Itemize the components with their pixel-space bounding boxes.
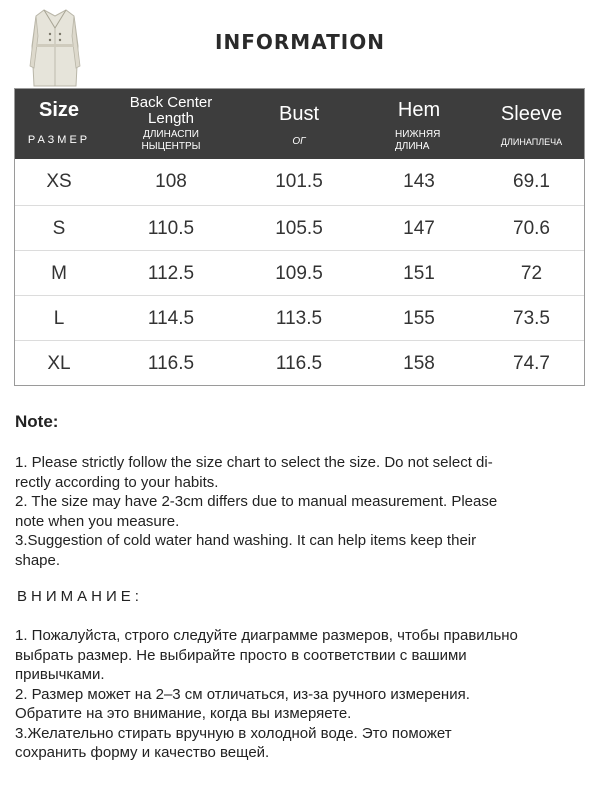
note-line: 3.Желательно стирать вручную в холодной воде. Это поможет	[15, 724, 452, 742]
table-cell: M	[51, 263, 67, 284]
note-line: 2. Размер может на 2–3 см отличаться, из-за ручного измерения.	[15, 685, 470, 703]
note-line: 1. Please strictly follow the size chart to select the size. Do not select di-	[15, 454, 493, 471]
table-cell: 70.6	[513, 218, 550, 239]
table-cell: S	[52, 218, 66, 239]
table-row	[15, 205, 584, 250]
column-header-hem: Hem НИЖНЯЯ ДЛИНА	[395, 99, 441, 152]
table-cell: 110.5	[147, 218, 195, 239]
note-line: 1. Пожалуйста, строго следуйте диаграмме размеров, чтобы правильно	[15, 627, 518, 644]
note-line: shape.	[15, 551, 61, 569]
note-line: выбрать размер. Не выбирайте просто в соответствии с вашими	[15, 646, 467, 664]
table-cell: 74.7	[513, 353, 550, 374]
table-cell: L	[53, 308, 65, 329]
note-russian	[15, 626, 575, 763]
size-chart-table	[14, 88, 585, 386]
table-cell: 113.5	[275, 308, 323, 329]
column-header-size: Size РАЗМЕР	[27, 99, 91, 146]
table-row	[15, 250, 584, 295]
table-cell: 147	[403, 218, 435, 239]
note-heading: Note:	[15, 412, 59, 431]
table-row	[15, 340, 584, 385]
table-row	[15, 295, 584, 340]
table-row	[15, 159, 584, 205]
table-cell: 155	[403, 308, 435, 329]
table-cell: 114.5	[147, 308, 195, 329]
note-line: rectly according to your habits.	[15, 473, 219, 491]
page-title: INFORMATION	[215, 30, 385, 54]
table-cell: 112.5	[147, 263, 195, 284]
table-cell: XS	[46, 171, 72, 192]
table-cell: 101.5	[275, 171, 323, 192]
table-cell: 143	[403, 171, 435, 192]
table-cell: 69.1	[513, 171, 550, 192]
table-cell: 72	[520, 263, 543, 284]
note-line: привычками.	[15, 666, 105, 683]
table-cell: 116.5	[275, 353, 323, 374]
column-header-sleeve: Sleeve ДЛИНАПЛЕЧА	[500, 103, 563, 147]
table-cell: 116.5	[147, 353, 195, 374]
table-cell: 151	[403, 263, 435, 284]
note-line: note when you measure.	[15, 512, 180, 530]
table-body	[15, 159, 584, 385]
column-header-bust: Bust ОГ	[278, 103, 320, 147]
note-line: сохранить форму и качество вещей.	[15, 744, 270, 761]
note-line: Обратите на это внимание, когда вы измеряете.	[15, 705, 352, 722]
table-cell: 105.5	[275, 218, 323, 239]
table-cell: 109.5	[275, 263, 323, 284]
note-heading-russian: ВНИМАНИЕ:	[17, 588, 143, 605]
column-header-back-center-length: Back Center Length ДЛИНАСПИ НЫЦЕНТРЫ	[129, 94, 213, 152]
table-cell: 73.5	[513, 308, 550, 329]
table-header	[15, 89, 584, 159]
note-line: 2. The size may have 2-3cm differs due to manual measurement. Please	[15, 493, 498, 510]
note-line: 3.Suggestion of cold water hand washing. It can help items keep their	[15, 532, 477, 549]
note-english	[15, 453, 575, 570]
table-cell: 158	[403, 353, 435, 374]
table-cell: 108	[155, 171, 187, 192]
table-cell: XL	[47, 353, 71, 374]
